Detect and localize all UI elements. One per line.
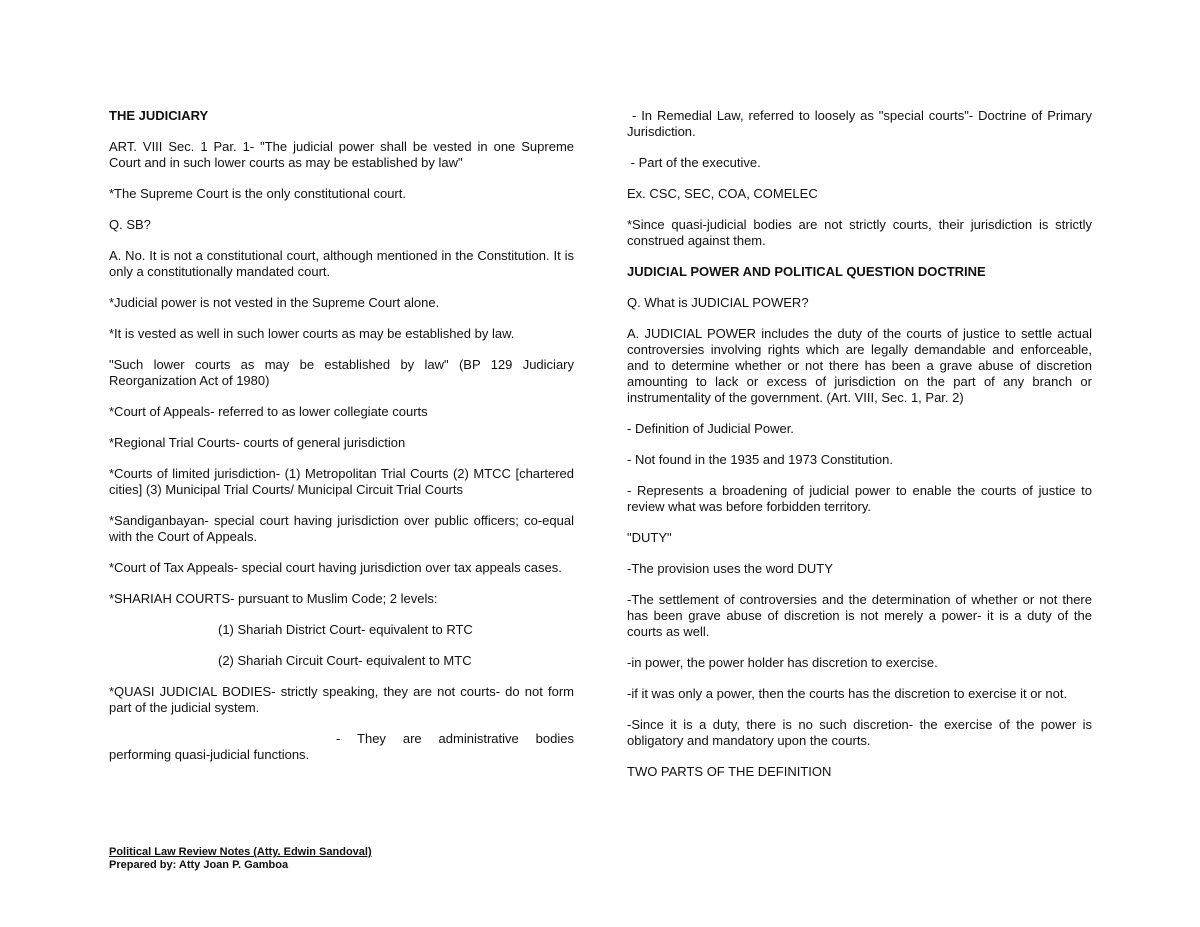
left-column: [109, 108, 574, 778]
paragraph: *Judicial power is not vested in the Supreme Court alone.: [109, 295, 440, 310]
paragraph: A. JUDICIAL POWER includes the duty of the courts of justice to settle actual controversies involving rights which are legally demandable and enforceable, and to determine whether or not there has been a grave abuse of discretion amounting to lack or excess of jurisdiction on the part of any branch or instrumentality of the government. (Art. VIII, Sec. 1, Par. 2): [627, 326, 1092, 405]
paragraph: "DUTY": [627, 530, 672, 545]
paragraph: *QUASI JUDICIAL BODIES- strictly speaking, they are not courts- do not form part of the judicial system.: [109, 684, 574, 715]
paragraph: *Court of Appeals- referred to as lower collegiate courts: [109, 404, 428, 419]
paragraph-indented: (2) Shariah Circuit Court- equivalent to MTC: [218, 653, 472, 668]
paragraph-line: performing quasi-judicial functions.: [109, 747, 310, 762]
paragraph: - Not found in the 1935 and 1973 Constitution.: [627, 452, 893, 467]
paragraph: - In Remedial Law, referred to loosely as "special courts"- Doctrine of Primary Jurisdiction.: [627, 108, 1096, 139]
paragraph: *The Supreme Court is the only constitutional court.: [109, 186, 406, 201]
paragraph: Q. SB?: [109, 217, 151, 232]
paragraph: -if it was only a power, then the courts has the discretion to exercise it or not.: [627, 686, 1068, 701]
paragraph: -The provision uses the word DUTY: [627, 561, 833, 576]
paragraph: *Since quasi-judicial bodies are not strictly courts, their jurisdiction is strictly construed against them.: [627, 217, 1092, 248]
paragraph: - Represents a broadening of judicial power to enable the courts of justice to review what was before forbidden territory.: [627, 483, 1092, 514]
section-heading: JUDICIAL POWER AND POLITICAL QUESTION DOCTRINE: [627, 264, 986, 279]
page-footer: [109, 846, 372, 872]
paragraph-indented: (1) Shariah District Court- equivalent to RTC: [218, 622, 473, 637]
right-column: [627, 108, 1096, 795]
paragraph: *Sandiganbayan- special court having jurisdiction over public officers; co-equal with the Court of Appeals.: [109, 513, 574, 544]
paragraph: Q. What is JUDICIAL POWER?: [627, 295, 809, 310]
section-title: THE JUDICIARY: [109, 108, 209, 123]
paragraph: - Definition of Judicial Power.: [627, 421, 794, 436]
paragraph: - Part of the executive.: [627, 155, 761, 170]
paragraph: A. No. It is not a constitutional court, although mentioned in the Constitution. It is only a constitutionally mandated court.: [109, 248, 574, 279]
paragraph: -in power, the power holder has discretion to exercise.: [627, 655, 938, 670]
paragraph: *SHARIAH COURTS- pursuant to Muslim Code; 2 levels:: [109, 591, 438, 606]
paragraph: -The settlement of controversies and the determination of whether or not there has been grave abuse of discretion is not merely a power- it is a duty of the courts as well.: [627, 592, 1092, 639]
paragraph: *Court of Tax Appeals- special court having jurisdiction over tax appeals cases.: [109, 560, 562, 575]
footer-title: Political Law Review Notes (Atty. Edwin Sandoval): [109, 846, 372, 858]
paragraph: *Courts of limited jurisdiction- (1) Metropolitan Trial Courts (2) MTCC [chartered cities] (3) Municipal Trial Courts/ Municipal Circuit Trial Courts: [109, 466, 574, 497]
paragraph: *Regional Trial Courts- courts of general jurisdiction: [109, 435, 406, 450]
paragraph-line: - They are administrative bodies: [336, 731, 574, 746]
paragraph: Ex. CSC, SEC, COA, COMELEC: [627, 186, 818, 201]
paragraph: TWO PARTS OF THE DEFINITION: [627, 764, 832, 779]
paragraph: -Since it is a duty, there is no such discretion- the exercise of the power is obligatory and mandatory upon the courts.: [627, 717, 1092, 748]
paragraph: *It is vested as well in such lower courts as may be established by law.: [109, 326, 515, 341]
footer-author: Prepared by: Atty Joan P. Gamboa: [109, 859, 289, 871]
paragraph: "Such lower courts as may be established by law" (BP 129 Judiciary Reorganization Act of 1980): [109, 357, 574, 388]
paragraph-split: [109, 731, 574, 763]
paragraph: ART. VIII Sec. 1 Par. 1- "The judicial power shall be vested in one Supreme Court and in such lower courts as may be established by law": [109, 139, 574, 170]
